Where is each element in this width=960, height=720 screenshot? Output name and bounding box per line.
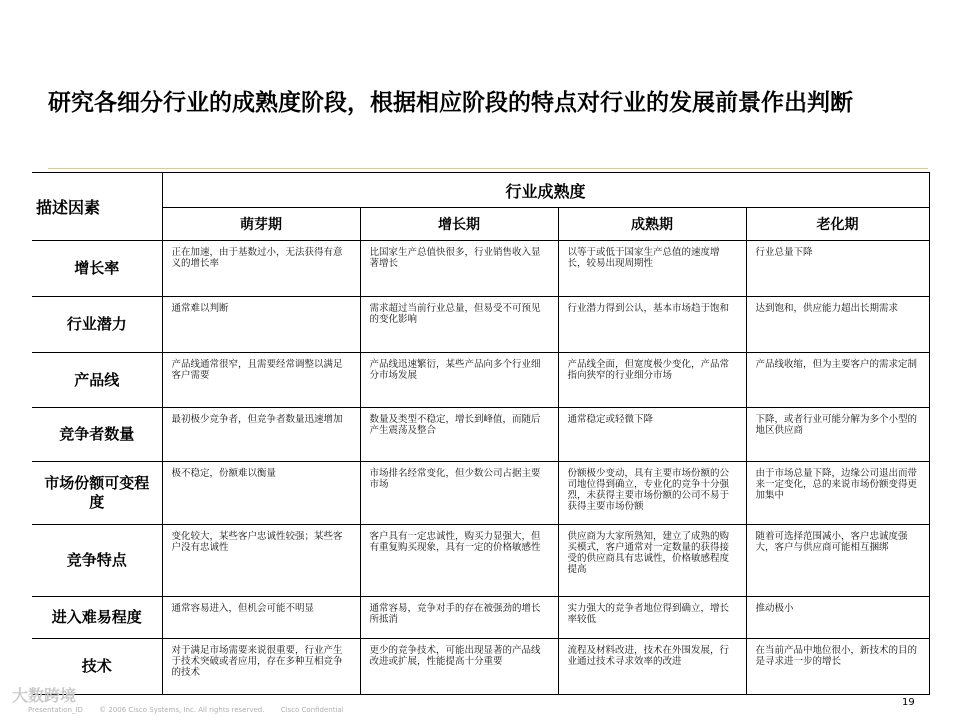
row-label: 竞争特点 [32, 525, 162, 597]
table-cell: 推动极小 [746, 597, 929, 639]
table-cell: 需求超过当前行业总量，但易受不可预见的变化影响 [360, 297, 558, 353]
table-row [32, 353, 929, 408]
table-cell: 通常容易，竞争对手的存在被强劲的增长所抵消 [360, 597, 558, 639]
footer-copyright: © 2006 Cisco Systems, Inc. All rights reserved. [99, 706, 265, 714]
table-cell: 随着可选择范围减小，客户忠诚度强大，客户与供应商可能相互捆绑 [746, 525, 929, 597]
footer-confidential: Cisco Confidential [280, 706, 344, 714]
table-row [32, 525, 929, 597]
table-row [32, 462, 929, 525]
table-cell: 产品线通常很窄，且需要经常调整以满足客户需要 [162, 353, 360, 408]
table-cell: 由于市场总量下降，边缘公司退出而带来一定变化，总的来说市场份额变得更加集中 [746, 462, 929, 525]
maturity-header: 行业成熟度 [162, 173, 929, 208]
table-cell: 行业总量下降 [746, 241, 929, 297]
table-cell: 行业潜力得到公认，基本市场趋于饱和 [558, 297, 746, 353]
table-cell: 更少的竞争技术，可能出现显著的产品线改进或扩展，性能提高十分重要 [360, 639, 558, 695]
row-label: 技术 [32, 639, 162, 695]
table-cell: 供应商为大家所熟知，建立了成熟的购买模式，客户通常对一定数量的获得接受的供应商具有忠诚性，价格敏感程度提高 [558, 525, 746, 597]
table-row [32, 639, 929, 695]
table-cell: 对于满足市场需要来说很重要，行业产生于技术突破或者应用，存在多种互相竞争的技术 [162, 639, 360, 695]
table-row [32, 597, 929, 639]
table-cell: 以等于或低于国家生产总值的速度增长，较易出现周期性 [558, 241, 746, 297]
row-label: 竞争者数量 [32, 408, 162, 462]
table-cell: 在当前产品中地位很小，新技术的目的是寻求进一步的增长 [746, 639, 929, 695]
table-cell: 数量及类型不稳定，增长到峰值，而随后产生震荡及整合 [360, 408, 558, 462]
factor-header: 描述因素 [32, 173, 162, 241]
slide-title: 研究各细分行业的成熟度阶段，根据相应阶段的特点对行业的发展前景作出判断 [48, 90, 853, 116]
table-cell: 流程及材料改进，技术在外围发展，行业通过技术寻求效率的改进 [558, 639, 746, 695]
row-label: 增长率 [32, 241, 162, 297]
table-row [32, 241, 929, 297]
table-cell: 产品线收缩，但为主要客户的需求定制 [746, 353, 929, 408]
stage-header-embryonic: 萌芽期 [162, 208, 360, 241]
stage-header-aging: 老化期 [746, 208, 929, 241]
stage-header-growth: 增长期 [360, 208, 558, 241]
table-cell: 通常难以判断 [162, 297, 360, 353]
table-row [32, 297, 929, 353]
maturity-table [32, 172, 930, 695]
row-label: 产品线 [32, 353, 162, 408]
table-cell: 市场排名经常变化，但少数公司占据主要市场 [360, 462, 558, 525]
table-cell: 产品线全面，但宽度极少变化，产品常指向狭窄的行业细分市场 [558, 353, 746, 408]
table-cell: 变化较大，某些客户忠诚性较强；某些客户没有忠诚性 [162, 525, 360, 597]
table-cell: 产品线迅速繁衍，某些产品向多个行业细分市场发展 [360, 353, 558, 408]
table-cell: 实力强大的竞争者地位得到确立，增长率较低 [558, 597, 746, 639]
table-cell: 下降，或者行业可能分解为多个小型的地区供应商 [746, 408, 929, 462]
title-divider [48, 168, 928, 169]
row-label: 行业潜力 [32, 297, 162, 353]
table-cell: 比国家生产总值快很多，行业销售收入显著增长 [360, 241, 558, 297]
table-cell: 份额极少变动，具有主要市场份额的公司地位得到确立，专业化的竞争十分强烈，未获得主要市场份额的公司不易于获得主要市场份额 [558, 462, 746, 525]
table-cell: 极不稳定，份额难以衡量 [162, 462, 360, 525]
row-label: 市场份额可变程度 [32, 462, 162, 525]
footer-meta [28, 706, 358, 714]
table-cell: 最初极少竞争者，但竞争者数量迅速增加 [162, 408, 360, 462]
stage-header-mature: 成熟期 [558, 208, 746, 241]
table-cell: 正在加速，由于基数过小，无法获得有意义的增长率 [162, 241, 360, 297]
watermark-logo: 大数跨境 [12, 686, 77, 705]
footer-presentation-id: Presentation_ID [28, 706, 83, 714]
table-cell: 通常稳定或轻微下降 [558, 408, 746, 462]
table-cell: 客户具有一定忠诚性，购买力显强大，但有重复购买现象，具有一定的价格敏感性 [360, 525, 558, 597]
table-row [32, 408, 929, 462]
page-number: 19 [902, 697, 915, 708]
table-cell: 通常容易进入，但机会可能不明显 [162, 597, 360, 639]
row-label: 进入难易程度 [32, 597, 162, 639]
table-cell: 达到饱和，供应能力超出长期需求 [746, 297, 929, 353]
